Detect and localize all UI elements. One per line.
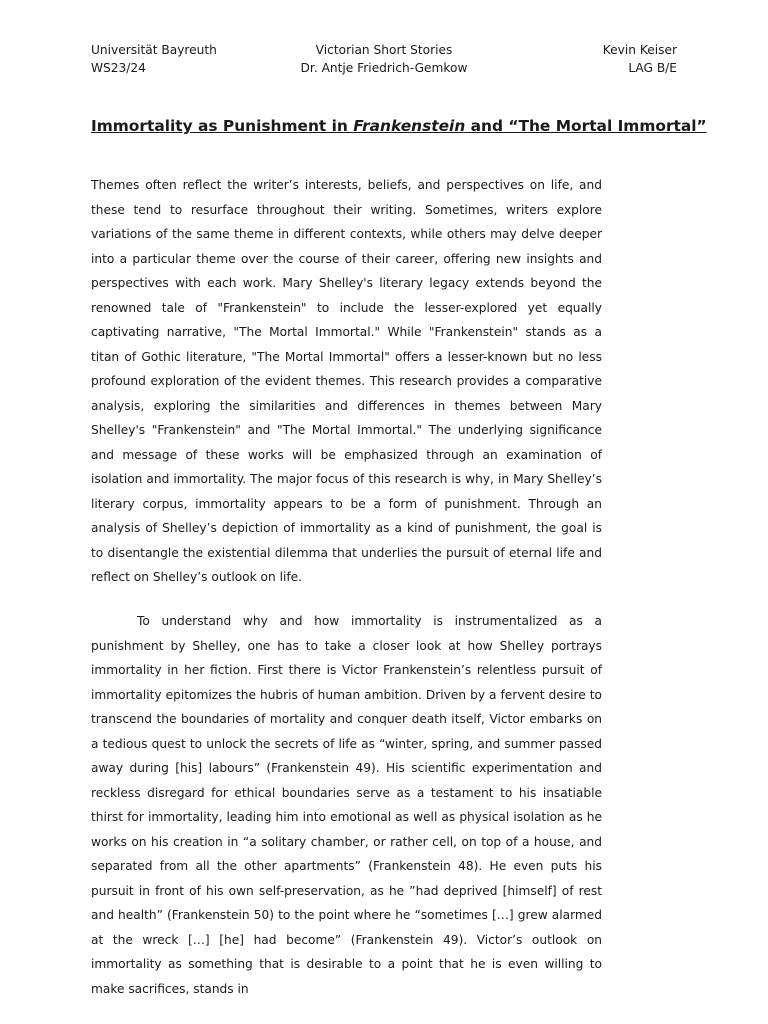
paragraph-body: To understand why and how immortality is instrumentalized as a punishment by Shelley, one has to take a closer look at how Shelley portrays immortality in her fiction. First there is Victor Frankenstein’s relentless pursuit of immortality epitomizes the hubris of human ambition. Driven by a fervent desire to transcend the boundaries of mortality and conquer death itself, Victor embarks on a tedious quest to unlock the secrets of life as “winter, spring, and summer passed away during [his] labours” (Frankenstein 49). His scientific experimentation and reckless disregard for ethical boundaries serve as a testament to his insatiable thirst for immortality, leading him into emotional as well as physical isolation as he works on his creation in “a solitary chamber, or rather cell, on top of a house, and separated from all the other apartments” (Frankenstein 48). He even puts his pursuit in front of his own self-preservation, as he ”had deprived [himself] of rest and health” (Frankenstein 50) to the point where he “sometimes […] grew alarmed at the wreck […] [he] had become” (Frankenstein 49). Victor’s outlook on immortality as something that is desirable to a point that he is even willing to make sacrifices, stands in	[91, 614, 602, 996]
instructor-name: Dr. Antje Friedrich-Gemkow	[300, 60, 468, 75]
page-title	[91, 117, 707, 135]
header-right	[603, 42, 677, 77]
university-name: Universität Bayreuth	[91, 43, 217, 57]
author-name: Kevin Keiser	[602, 43, 677, 57]
title-italic-work: Frankenstein	[353, 117, 466, 135]
paragraph-introduction: Themes often reflect the writer’s interests, beliefs, and perspectives on life, and these tend to resurface throughout their writing. Sometimes, writers explore variations of the same theme in different contexts, while others may delve deeper into a particular theme over the course of their career, offering new insights and perspectives with each work. Mary Shelley's literary legacy extends beyond the renowned tale of "Frankenstein" to include the lesser-explored yet equally captivating narrative, "The Mortal Immortal." While "Frankenstein" stands as a titan of Gothic literature, "The Mortal Immortal" offers a lesser-known but no less profound exploration of the evident themes. This research provides a comparative analysis, exploring the similarities and differences in themes between Mary Shelley's "Frankenstein" and "The Mortal Immortal." The underlying significance and message of these works will be emphasized through an examination of isolation and immortality. The major focus of this research is why, in Mary Shelley’s literary corpus, immortality appears to be a form of punishment. Through an analysis of Shelley’s depiction of immortality as a kind of punishment, the goal is to disentangle the existential dilemma that underlies the pursuit of eternal life and reflect on Shelley’s outlook on life.	[91, 178, 602, 584]
degree-program: LAG B/E	[628, 60, 677, 75]
title-part-1: Immortality as Punishment in	[91, 117, 354, 135]
course-name: Victorian Short Stories	[315, 43, 453, 57]
semester: WS23/24	[91, 60, 146, 75]
title-part-2: and “The Mortal Immortal”	[465, 117, 707, 135]
header-center	[91, 42, 677, 77]
